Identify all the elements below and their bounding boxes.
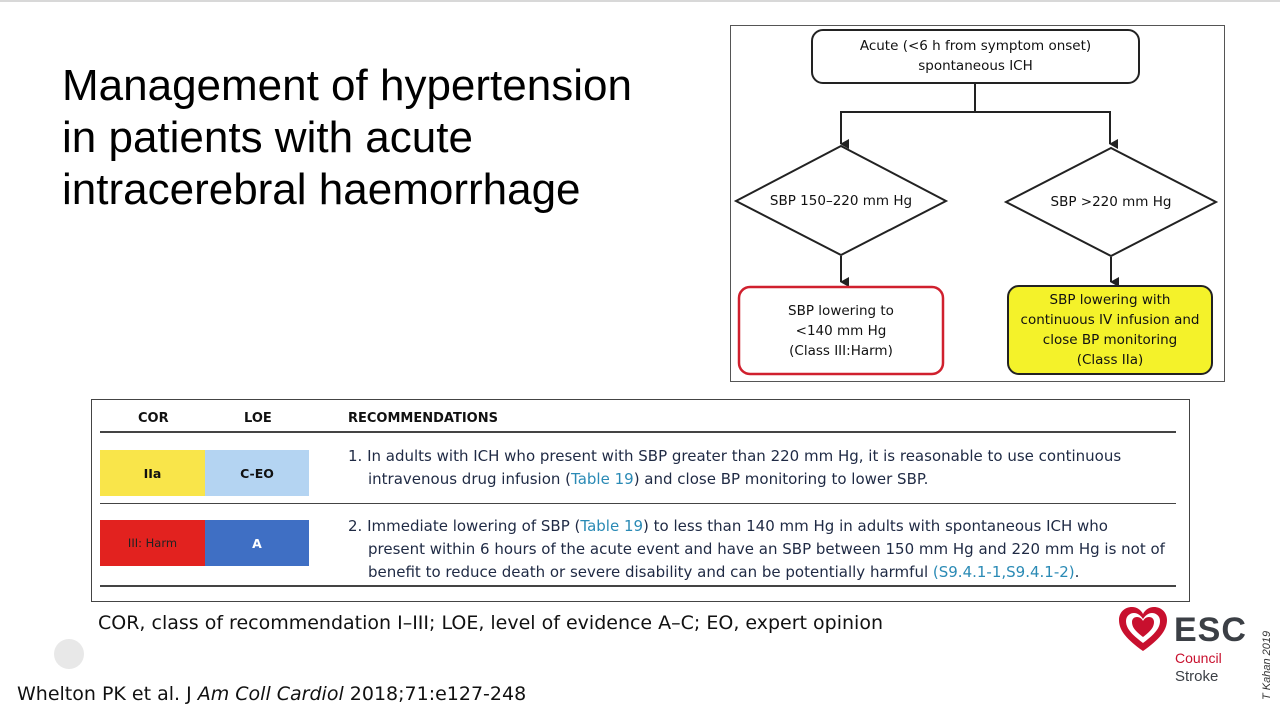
start-node-label (812, 36, 1139, 76)
title-line-3: intracerebral haemorrhage (62, 165, 581, 214)
left-outcome-label (739, 301, 943, 361)
start-line-1: Acute (<6 h from symptom onset) (859, 38, 1092, 54)
header-recommendations: RECOMMENDATIONS (348, 411, 498, 426)
row1-loe-cell: C-EO (205, 450, 309, 496)
row2-recommendation (348, 515, 1165, 584)
row2-line-3 (348, 561, 1165, 584)
author-credit-text: T Kahan 2019 (1261, 630, 1273, 700)
row1-line-2-text-b: ) and close BP monitoring to lower SBP. (633, 470, 929, 488)
row-divider (100, 503, 1176, 504)
row2-line-1-text-a: 2. Immediate lowering of SBP ( (348, 517, 581, 535)
logo-stroke: Stroke (1175, 668, 1219, 685)
row1-line-2 (348, 468, 1121, 491)
logo-council: Council (1175, 650, 1222, 666)
citation-journal: Am Coll Cardiol (197, 683, 344, 705)
row2-line-2-text: present within 6 hours of the acute event and have an SBP between 150 mm Hg and 220 mm Hg is not of (368, 540, 1165, 558)
header-rule (100, 431, 1176, 433)
citation (17, 683, 526, 705)
right-outcome-label (1008, 290, 1212, 370)
right-outcome-line-2: continuous IV infusion and (1020, 312, 1200, 328)
title-line-1: Management of hypertension (62, 61, 632, 110)
header-loe: LOE (244, 411, 272, 426)
logo-brand: ESC (1174, 611, 1247, 649)
left-outcome-line-1: SBP lowering to (788, 303, 894, 319)
row1-cor-cell: IIa (100, 450, 205, 496)
row1-line-2-text-a: intravenous drug infusion ( (368, 470, 572, 488)
row2-reference-link[interactable]: (S9.4.1-1,S9.4.1-2) (932, 563, 1075, 581)
row2-cor-cell: III: Harm (100, 520, 205, 566)
table-bottom-rule (100, 585, 1176, 587)
right-outcome-line-1: SBP lowering with (1049, 292, 1171, 308)
left-decision-label: SBP 150–220 mm Hg (769, 193, 913, 209)
row2-table-link[interactable]: Table 19 (580, 517, 644, 535)
citation-volume: 2018;71:e127-248 (343, 683, 527, 705)
slide-title (62, 60, 722, 216)
row1-line-1-text: 1. In adults with ICH who present with SBP greater than 220 mm Hg, it is reasonable to use continuous (348, 447, 1122, 465)
row2-line-3-text-a: benefit to reduce death or severe disability and can be potentially harmful (368, 563, 933, 581)
connector-left (841, 84, 975, 144)
esc-heart-logo-icon (1116, 605, 1176, 655)
title-line-2: in patients with acute (62, 113, 473, 162)
connector-right (975, 112, 1110, 144)
row2-loe-cell: A (205, 520, 309, 566)
row2-line-2 (348, 538, 1165, 561)
left-outcome-line-2: <140 mm Hg (795, 323, 887, 339)
left-outcome-line-3: (Class III:Harm) (789, 343, 893, 359)
slide-nav-dot[interactable] (54, 639, 84, 669)
right-outcome-line-4: (Class IIa) (1076, 352, 1144, 368)
start-line-2: spontaneous ICH (918, 58, 1033, 74)
flowchart (730, 25, 1225, 382)
row2-line-1 (348, 515, 1165, 538)
citation-authors: Whelton PK et al. J (17, 683, 198, 705)
row2-line-3-text-b: . (1074, 563, 1080, 581)
row1-table-link[interactable]: Table 19 (571, 470, 634, 488)
right-outcome-line-3: close BP monitoring (1042, 332, 1178, 348)
header-cor: COR (138, 411, 169, 426)
author-credit (1257, 600, 1277, 700)
recommendation-table (91, 399, 1190, 602)
abbreviation-footnote: COR, class of recommendation I–III; LOE, level of evidence A–C; EO, expert opinion (98, 612, 884, 634)
slide-top-border (0, 0, 1280, 2)
right-decision-label: SBP >220 mm Hg (1050, 194, 1172, 210)
row2-line-1-text-b: ) to less than 140 mm Hg in adults with spontaneous ICH who (643, 517, 1108, 535)
row1-recommendation (348, 445, 1121, 491)
row1-line-1 (348, 445, 1121, 468)
